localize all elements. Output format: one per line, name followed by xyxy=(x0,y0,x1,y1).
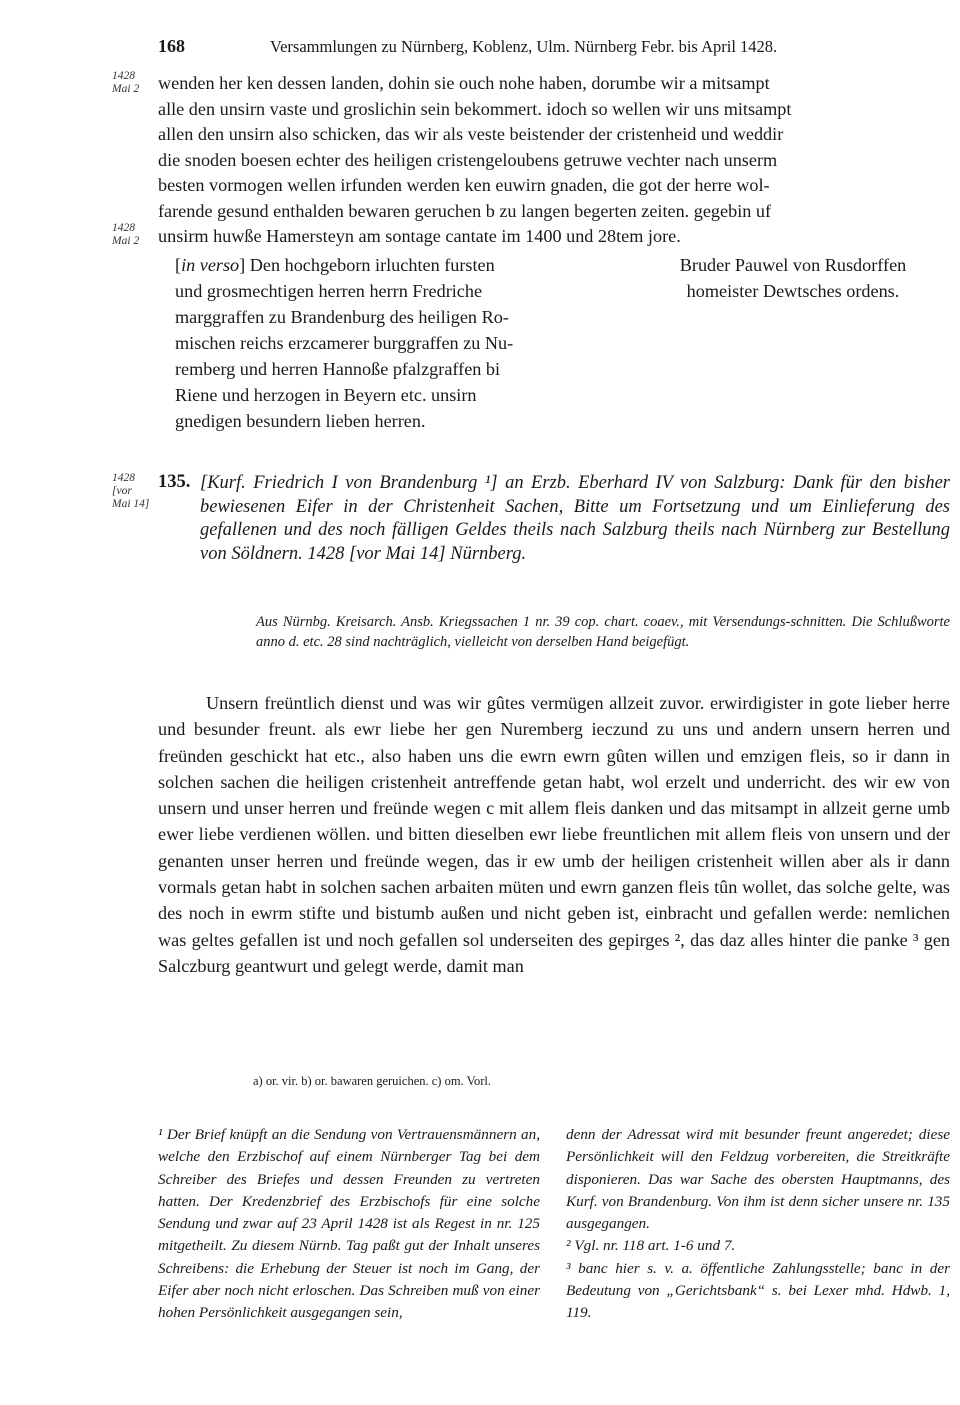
footnote-right: denn der Adressat wird mit besunder freunt angeredet; diese Persönlichkeit will den Feldzug vorbereiten, die Streitkräfte disponieren. Das war Sache des obersten Hauptmanns, des Kurf. von Brandenburg. Von ihm ist denn sicher unsere nr. 135 ausgegangen. ² Vgl. nr. 118 art. 1-6 und 7. ³ banc hier s. v. a. öffentliche Zahlungsstelle; banc in der Bedeutung von „Gerichtsbank“ s. bei Lexer mhd. Hdwb. 1, 119. xyxy=(566,1126,950,1322)
margin-date-1: 1428 Mai 2 xyxy=(112,70,140,95)
document-number: 135. xyxy=(158,472,191,492)
footnote-left: ¹ Der Brief knüpft an die Sendung von Vertrauensmännern an, welche den Erzbischof auf einem Nürnberger Tag bei dem Schreiber des Briefes und dessen Freunden zu vertreten hatten. Der Kredenzbrief des Erzbischofs für eine solche Sendung und zwar auf 23 April 1428 ist als Regest in nr. 125 mitgetheilt. Zu diesem Nürnb. Tag paßt gut der Inhalt unseres Schreibens: die Erhebung der Steuer ist noch im Gang, der Eifer aber noch nicht erloschen. Das Schreiben muß von einer hohen Persönlichkeit ausgegangen sein, xyxy=(158,1126,540,1322)
verso-line: marggraffen zu Brandenburg des heiligen Ro- xyxy=(175,307,509,327)
verso-address: [in verso] Den hochgeborn irluchten fursten und grosmechtigen herren herrn Fredriche marggraffen zu Brandenburg des heiligen Ro- mischen reichs erzcamerer burggraffen zu Nu- remberg und herren Hannoße pfalzgraffen bi Riene und herzogen in Beyern etc. unsirn gnedigen besundern lieben herren. xyxy=(175,252,595,434)
text-line: wenden her ken dessen landen, dohin sie ouch nohe haben, dorumbe wir a mitsampt xyxy=(158,73,770,93)
text-line: unsirm huwße Hamersteyn am sontage cantate im 1400 und 28tem jore. xyxy=(158,226,681,246)
verso-line: mischen reichs erzcamerer burggraffen zu Nu- xyxy=(175,333,514,353)
text-line: alle den unsirn vaste und groslichin sein bekommert. idoch so wellen wir uns mitsampt xyxy=(158,98,792,119)
page-number: 168 xyxy=(158,36,185,56)
text-line: die snoden boesen echter des heiligen cristengeloubens getruwe vechter nach unserm xyxy=(158,149,778,170)
verso-line: Riene und herzogen in Beyern etc. unsirn xyxy=(175,385,477,405)
verso-line: und grosmechtigen herren herrn Fredriche xyxy=(175,281,483,301)
sender-signature: Bruder Pauwel von Rusdorffen homeister Dewtsches ordens. xyxy=(679,255,907,301)
body-paragraph: Unsern freüntlich dienst und was wir gûtes vermügen allzeit zuvor. erwirdigister in gote lieber herre und besunder freunt. als ewr liebe her gen Nuremberg ieczund zu uns und andern unsern herren und freünden geschickt hat etc., also haben uns die ewrn ewrn gûten willen und emzigen fleis, so ir dann in solchen sachen die heiligen cristenheit antreffende getan habt, wol erzelt und underricht. des wir ew von unsern und unser herren und freünde wegen c mit allem fleis danken und das mitsampt in allzeit gerne umb ewer liebe verdienen wöllen. und bitten dieselben ewr liebe freuntlichen mit allem fleis von unsern und der genanten unser herren und freünde wegen, das ir ew umb der heiligen cristenheit willen aber als ir dann vormals getan habt in solchen sachen arbaiten müten und ewrn ganzen fleis tûn wollet, das solche gelte, was des noch in ewrm stifte und bistumb außen und nicht geben ist, einbracht und gefallen werde: nemlichen was geltes gefallen ist und noch gefallen sol underseiten des gepirges ², das daz alles hinter die panke ³ gen Salczburg geantwurt und gelegt werde, damit man xyxy=(158,693,950,976)
text-line: allen den unsirn also schicken, das wir als veste beistender der cristenheid und weddir xyxy=(158,124,784,144)
text-line: farende gesund enthalden bewaren geruchen b zu langen begerten zeiten. gegebin uf xyxy=(158,200,772,221)
verso-line: gnedigen besundern lieben herren. xyxy=(175,411,426,431)
document-body xyxy=(158,690,950,979)
verso-line: remberg und herren Hannoße pfalzgraffen bi xyxy=(175,359,501,379)
text-line: besten vormogen wellen irfunden werden ken euwirn gnaden, die got der herre wol- xyxy=(158,175,770,195)
margin-date-2: 1428 Mai 2 xyxy=(112,222,140,247)
verso-line: Den hochgeborn irluchten fursten xyxy=(249,255,495,275)
running-title: Versammlungen zu Nürnberg, Koblenz, Ulm. Nürnberg Febr. bis April 1428. xyxy=(270,37,778,56)
text-apparatus: a) or. vir. b) or. bawaren geruichen. c) om. Vorl. xyxy=(253,1074,492,1088)
verso-label: in verso xyxy=(181,255,240,275)
source-note: Aus Nürnbg. Kreisarch. Ansb. Kriegssachen 1 nr. 39 cop. chart. coaev., mit Versendungs-schnitten. Die Schlußworte anno d. etc. 28 sind nachträglich, vielleicht von derselben Hand beigefügt. xyxy=(256,614,950,650)
margin-date-3: 1428 [vor Mai 14] xyxy=(112,472,150,510)
previous-letter-text xyxy=(158,71,950,250)
document-title: [Kurf. Friedrich I von Brandenburg ¹] an Erzb. Eberhard IV von Salzburg: Dank für den bisher bewiesenen Eifer in der Christenheit Sachen, Bitte um Fortsetzung und um Einlieferung des gefallenen und des noch fälligen Geldes theils nach Salzburg theils nach Nürnberg zur Bestellung von Söldnern. 1428 [vor Mai 14] Nürnberg. xyxy=(200,473,950,564)
